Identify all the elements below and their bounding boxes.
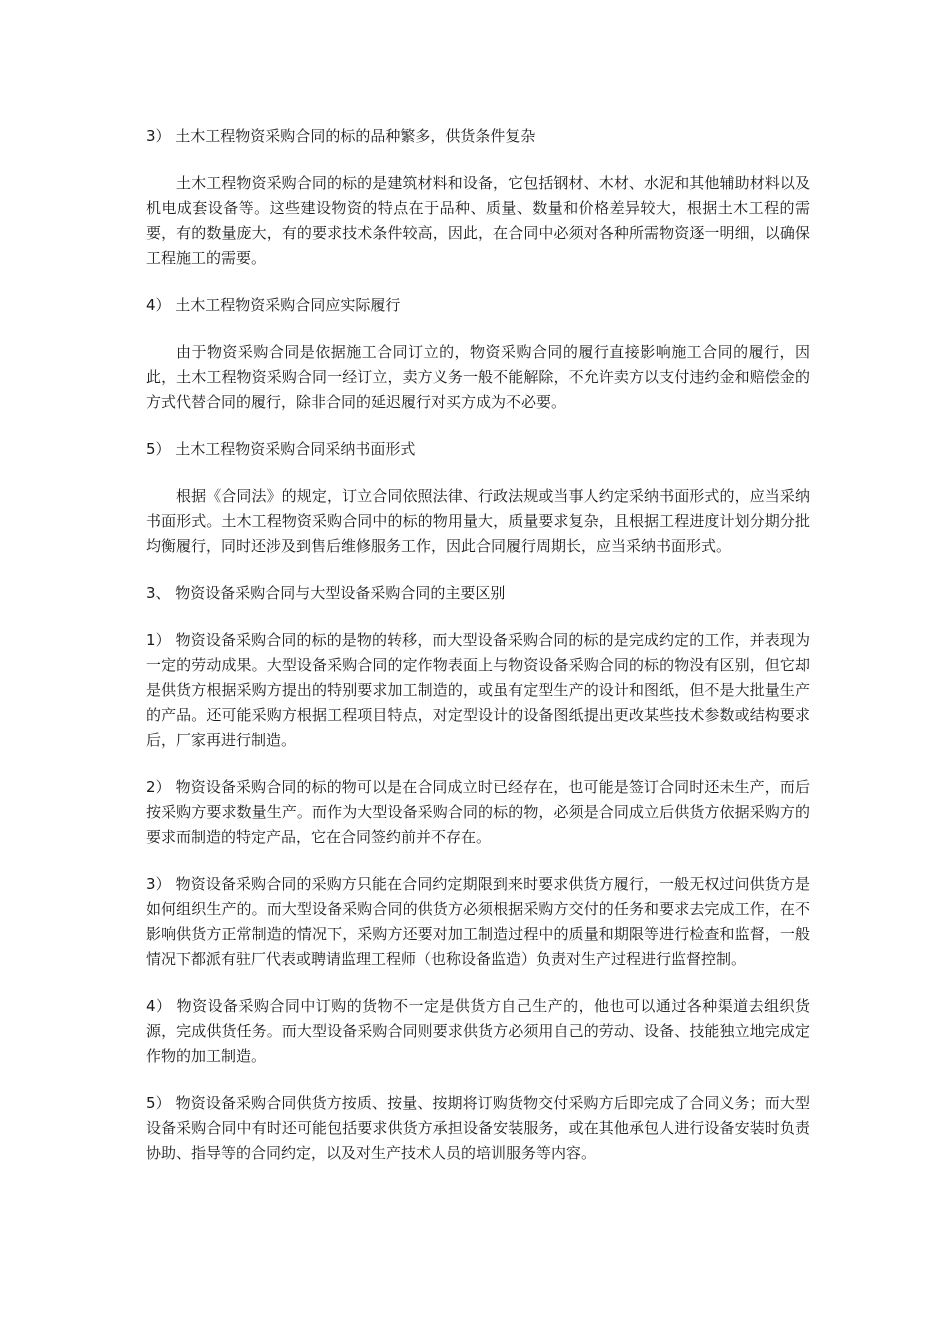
difference-item-1: 1） 物资设备采购合同的标的是物的转移，而大型设备采购合同的标的是完成约定的工作，并表现为一定的劳动成果。大型设备采购合同的定作物表面上与物资设备采购合同的标的物没有区别，但它却是供货方根据采购方提出的特别要求加工制造的，或虽有定型生产的设计和图纸，但不是大批量生产的产品。还可能采购方根据工程项目特点，对定型设计的设备图纸提出更改某些技术参数或结构要求后，厂家再进行制造。 (146, 631, 810, 749)
paragraph-actual-performance: 由于物资采购合同是依据施工合同订立的，物资采购合同的履行直接影响施工合同的履行，因此，土木工程物资采购合同一经订立，卖方义务一般不能解除，不允许卖方以支付违约金和赔偿金的方式代替合同的履行，除非合同的延迟履行对买方成为不必要。 (146, 343, 810, 411)
section-heading-5: 5） 土木工程物资采购合同采纳书面形式 (146, 440, 416, 458)
paragraph-variety: 土木工程物资采购合同的标的是建筑材料和设备，它包括钢材、木材、水泥和其他辅助材料以及机电成套设备等。这些建设物资的特点在于品种、质量、数量和价格差异较大，根据土木工程的需要，有的数量庞大，有的要求技术条件较高，因此，在合同中必须对各种所需物资逐一明细，以确保工程施工的需要。 (146, 174, 810, 267)
difference-item-5: 5） 物资设备采购合同供货方按质、按量、按期将订购货物交付采购方后即完成了合同义务；而大型设备采购合同中有时还可能包括要求供货方承担设备安装服务，或在其他承包人进行设备安装时负责协助、指导等的合同约定，以及对生产技术人员的培训服务等内容。 (146, 1094, 810, 1162)
difference-item-3: 3） 物资设备采购合同的采购方只能在合同约定期限到来时要求供货方履行，一般无权过问供货方是如何组织生产的。而大型设备采购合同的供货方必须根据采购方交付的任务和要求去完成工作，在不影响供货方正常制造的情况下，采购方还要对加工制造过程中的质量和期限等进行检查和监督，一般情况下都派有驻厂代表或聘请监理工程师（也称设备监造）负责对生产过程进行监督控制。 (146, 875, 810, 968)
section-heading-4: 4） 土木工程物资采购合同应实际履行 (146, 296, 401, 314)
document-body (146, 124, 810, 1188)
difference-item-2: 2） 物资设备采购合同的标的物可以是在合同成立时已经存在，也可能是签订合同时还未生产，而后按采购方要求数量生产。而作为大型设备采购合同的标的物，必须是合同成立后供货方依据采购方的要求而制造的特定产品，它在合同签约前并不存在。 (146, 778, 810, 846)
section-heading-3: 3） 土木工程物资采购合同的标的品种繁多，供货条件复杂 (146, 127, 536, 145)
paragraph-written-form: 根据《合同法》的规定，订立合同依照法律、行政法规或当事人约定采纳书面形式的，应当采纳书面形式。土木工程物资采购合同中的标的物用量大，质量要求复杂，且根据工程进度计划分期分批均衡履行，同时还涉及到售后维修服务工作，因此合同履行周期长，应当采纳书面形式。 (146, 487, 810, 555)
difference-item-4: 4） 物资设备采购合同中订购的货物不一定是供货方自己生产的，他也可以通过各种渠道去组织货源，完成供货任务。而大型设备采购合同则要求供货方必须用自己的劳动、设备、技能独立地完成定作物的加工制造。 (146, 997, 810, 1065)
chapter-heading-3: 3、 物资设备采购合同与大型设备采购合同的主要区别 (146, 584, 506, 602)
